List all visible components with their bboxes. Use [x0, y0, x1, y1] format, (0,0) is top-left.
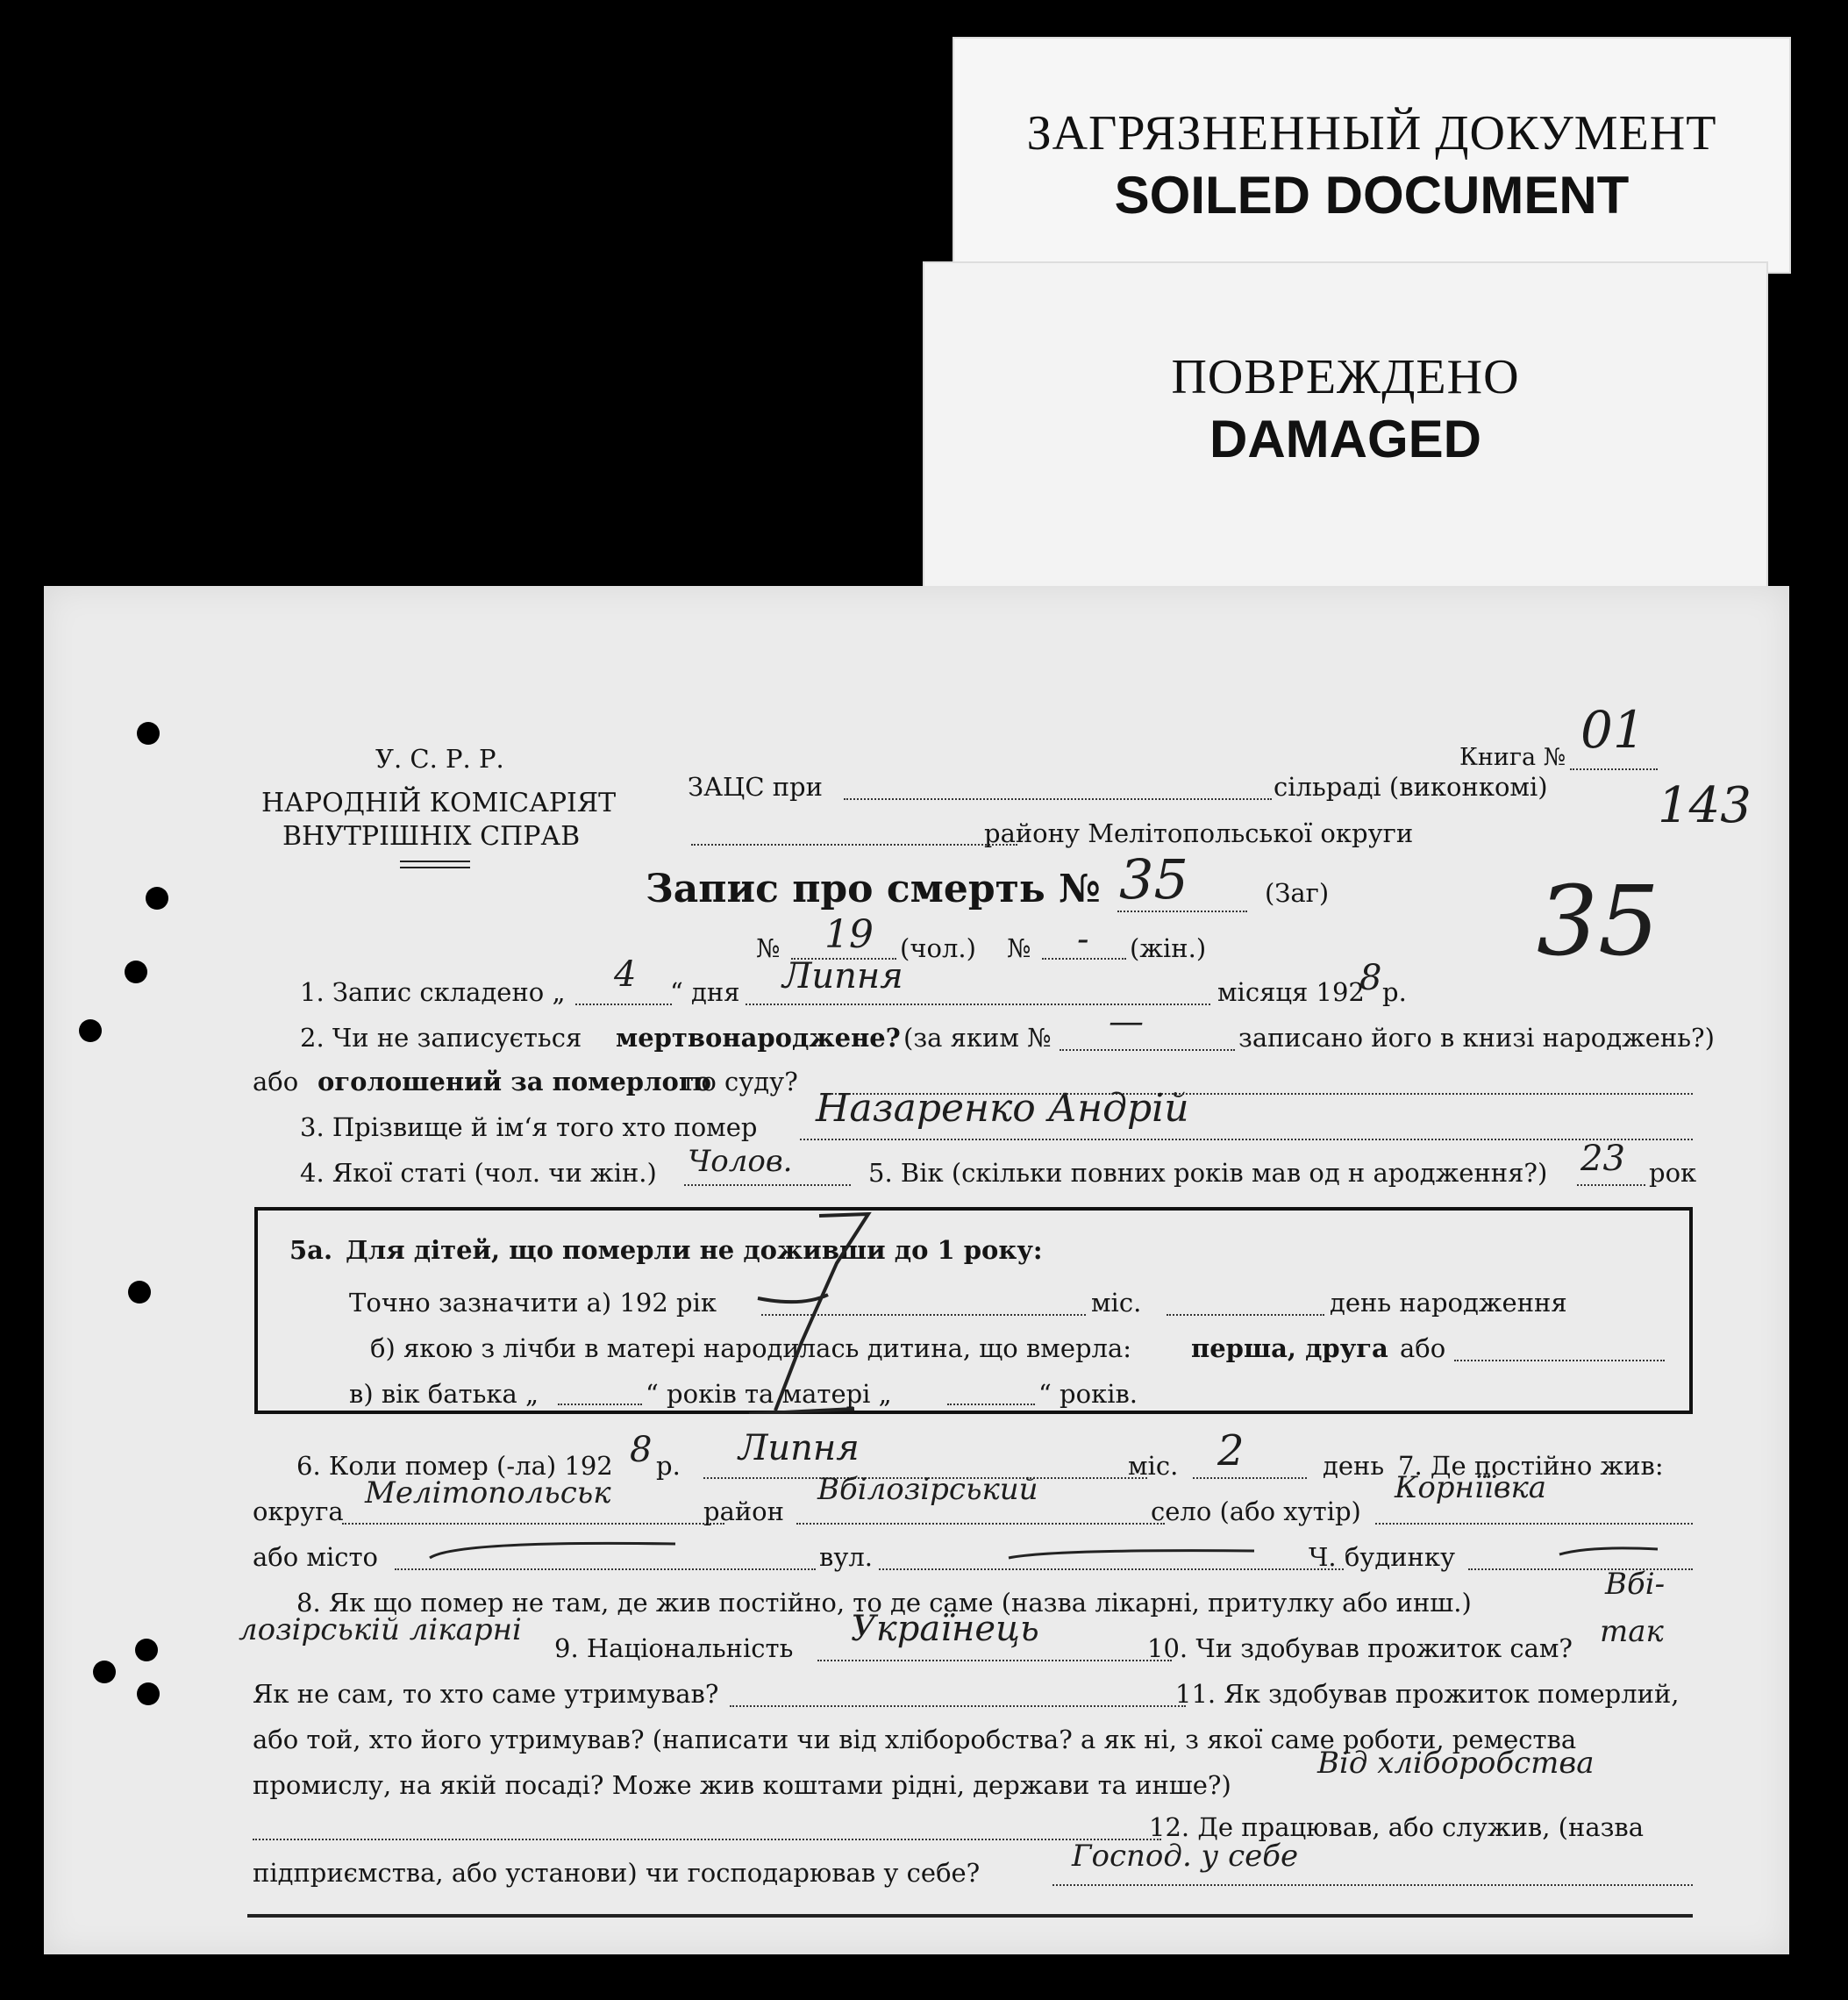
strike-mark: [696, 1211, 907, 1414]
dots: [253, 1839, 1161, 1840]
field-10-value: так: [1600, 1614, 1664, 1649]
field-5-value: 23: [1580, 1139, 1625, 1179]
dots: [730, 1705, 1186, 1707]
damaged-label-en: DAMAGED: [1209, 410, 1481, 468]
field-10b-label: Як не сам, то хто саме утримував?: [253, 1679, 719, 1709]
field-6-r: р.: [656, 1451, 681, 1481]
dots: [800, 1139, 1693, 1140]
punch-hole: [125, 961, 147, 983]
field-4-label: 4. Якої статі (чол. чи жін.): [300, 1158, 657, 1188]
punch-hole: [93, 1661, 116, 1683]
commissariat-line1: НАРОДНІЙ КОМІСАРІЯТ: [261, 788, 617, 818]
field-6-day: 2: [1217, 1426, 1245, 1475]
field-8-label: 8. Як що помер не там, де жив постійно, то де саме (назва лікарні, притулку або инш.): [296, 1588, 1472, 1618]
dots: [1454, 1360, 1665, 1361]
district-dots: [691, 844, 1017, 846]
field-2b-a: або: [253, 1067, 299, 1096]
dots: [1060, 1049, 1235, 1051]
divider: [400, 867, 470, 868]
field-4-value: Чолов.: [688, 1144, 793, 1179]
field-5a-line3b: “ років та матері „: [646, 1379, 892, 1409]
field-12-line2: підприємства, або установи) чи господарював у себе?: [253, 1858, 981, 1888]
raion-label: район: [703, 1496, 784, 1526]
dots: [1167, 1314, 1324, 1316]
field-2-no: (за яким №: [903, 1023, 1052, 1053]
field-1-mid: “ дня: [670, 977, 740, 1007]
field-5a-line2: б) якою з лічби в матері народилась дитина, що вмерла:: [370, 1333, 1132, 1363]
dash-mark: [1556, 1540, 1661, 1561]
soiled-label-ru: ЗАГРЯЗНЕННЫЙ ДОКУМЕНТ: [1026, 106, 1717, 161]
record-number: 35: [1119, 847, 1188, 911]
female-no-dots: [1042, 958, 1126, 960]
female-no-label: №: [1007, 933, 1031, 963]
dash-mark: [1000, 1539, 1263, 1565]
field-2b-tail: по суду?: [684, 1067, 798, 1096]
field-10-label: 10. Чи здобував прожиток сам?: [1147, 1633, 1573, 1663]
budynok-label: Ч. будинку: [1309, 1542, 1456, 1572]
male-number: 19: [824, 912, 874, 957]
field-1-month: Липня: [782, 956, 903, 996]
divider: [400, 861, 470, 862]
dots: [1577, 1184, 1645, 1186]
dots: [1052, 1884, 1693, 1886]
selo-value: Корнїївка: [1395, 1470, 1547, 1505]
field-1-year: 8: [1359, 958, 1382, 998]
field-11-label: 11. Як здобував прожиток померлий,: [1175, 1679, 1680, 1709]
punch-hole: [137, 722, 160, 745]
field-6-den: день: [1323, 1451, 1385, 1481]
field-6-label: 6. Коли помер (-ла) 192: [296, 1451, 613, 1481]
dash-mark: [421, 1532, 684, 1567]
okruha-value: Мелітопольськ: [365, 1475, 611, 1511]
field-5a-line2-bold: перша, друга: [1191, 1333, 1388, 1363]
field-2b-bold: оголошений за померлого: [318, 1067, 711, 1096]
soiled-document-label: [953, 37, 1791, 274]
dots: [1375, 1523, 1693, 1525]
field-6-month: Липня: [738, 1428, 860, 1468]
district-label: району Мелітопольської округи: [984, 818, 1414, 848]
punch-hole: [137, 1682, 160, 1705]
zags-dots: [844, 798, 1272, 800]
punch-hole: [146, 887, 168, 910]
field-5a-title: Для дітей, що померли не доживши до 1 року:: [346, 1235, 1043, 1265]
dash-mark: —: [1109, 1002, 1144, 1042]
field-5a-birthday: день народження: [1330, 1288, 1567, 1318]
field-8-value-1: Вбі-: [1605, 1567, 1666, 1602]
field-9-value: Українець: [851, 1609, 1039, 1649]
field-5-label: 5. Вік (скільки повних років мав од н ародження?): [868, 1158, 1548, 1188]
dots: [879, 1568, 1344, 1570]
okruha-label: округа: [253, 1496, 344, 1526]
infant-section-box: [254, 1207, 1693, 1414]
damaged-label: [923, 261, 1768, 595]
field-11-line2: або той, хто його утримував? (написати чи від хліборобства? а як ні, з якої саме роботи, ремества: [253, 1725, 1577, 1754]
dots: [947, 1404, 1035, 1405]
punch-hole: [128, 1281, 151, 1304]
field-5a-number: 5а.: [289, 1235, 333, 1265]
misto-label: або місто: [253, 1542, 379, 1572]
male-label: (чол.): [900, 933, 976, 963]
field-5a-line3a: в) вік батька „: [349, 1379, 539, 1409]
field-12-value: Господ. у себе: [1072, 1839, 1299, 1874]
bottom-rule: [247, 1914, 1693, 1918]
margin-number: 143: [1658, 777, 1752, 834]
field-5a-month: міс.: [1091, 1288, 1142, 1318]
selo-label: село (або хутір): [1151, 1496, 1361, 1526]
dots: [558, 1404, 642, 1405]
record-title: Запис про смерть №: [646, 867, 1101, 911]
record-suffix: (Заг): [1265, 878, 1330, 908]
zags-label: ЗАЦС при: [688, 772, 823, 802]
field-11-value: Від хліборобства: [1317, 1746, 1595, 1781]
dots: [395, 1568, 816, 1570]
female-label: (жін.): [1130, 933, 1207, 963]
field-5a-line3c: “ років.: [1038, 1379, 1138, 1409]
field-1-end: р.: [1382, 977, 1407, 1007]
field-8-value-2: лозірській лікарні: [239, 1612, 522, 1647]
damaged-label-ru: ПОВРЕЖДЕНО: [1171, 350, 1520, 404]
dots: [684, 1184, 851, 1186]
punch-hole: [79, 1019, 102, 1042]
raion-value: Вбілозірський: [817, 1472, 1038, 1507]
commissariat-line2: ВНУТРІШНІХ СПРАВ: [282, 821, 581, 852]
field-5a-line2-or: або: [1400, 1333, 1446, 1363]
death-record-sheet: [44, 586, 1789, 1954]
field-1-year-label: місяця 192: [1217, 977, 1365, 1007]
field-3-value: Назаренко Андрій: [816, 1086, 1189, 1131]
field-6-year: 8: [630, 1430, 653, 1470]
book-label: Книга №: [1459, 744, 1566, 771]
usrr-header: У. С. Р. Р.: [375, 744, 504, 774]
council-label: сільраді (виконкомі): [1274, 772, 1548, 802]
dots: [817, 1660, 1172, 1661]
dots: [342, 1523, 724, 1525]
field-11-line3: промислу, на якій посаді? Може жив коштами рідні, держави та инше?): [253, 1770, 1231, 1800]
field-1-day: 4: [614, 954, 637, 995]
vul-label: вул.: [819, 1542, 874, 1572]
field-3-label: 3. Прізвище й ім‘я того хто помер: [300, 1112, 758, 1142]
dots: [575, 1004, 672, 1005]
field-6-mis: міс.: [1128, 1451, 1179, 1481]
book-number: 01: [1580, 700, 1645, 760]
field-12-label: 12. Де працював, або служив, (назва: [1149, 1812, 1645, 1842]
soiled-label-en: SOILED DOCUMENT: [1114, 166, 1630, 225]
punch-hole: [135, 1639, 158, 1661]
field-5-unit: рок: [1649, 1158, 1697, 1188]
field-2-tail: записано його в книзі народжень?): [1238, 1023, 1715, 1053]
field-2-bold: мертвонароджене?: [616, 1023, 901, 1053]
field-7-label: 7. Де постійно жив:: [1398, 1451, 1664, 1481]
field-2-label: 2. Чи не записується: [300, 1023, 582, 1053]
field-1-label: 1. Запис складено „: [300, 977, 566, 1007]
dots: [1193, 1477, 1307, 1479]
field-5a-line1: Точно зазначити а) 192 рік: [349, 1288, 717, 1318]
margin-big-number: 35: [1537, 865, 1659, 977]
field-9-label: 9. Національність: [554, 1633, 794, 1663]
book-dots: [1570, 768, 1658, 770]
dots: [796, 1523, 1165, 1525]
record-number-dots: [1117, 911, 1247, 912]
female-number: -: [1077, 919, 1089, 960]
male-no-label: №: [756, 933, 781, 963]
